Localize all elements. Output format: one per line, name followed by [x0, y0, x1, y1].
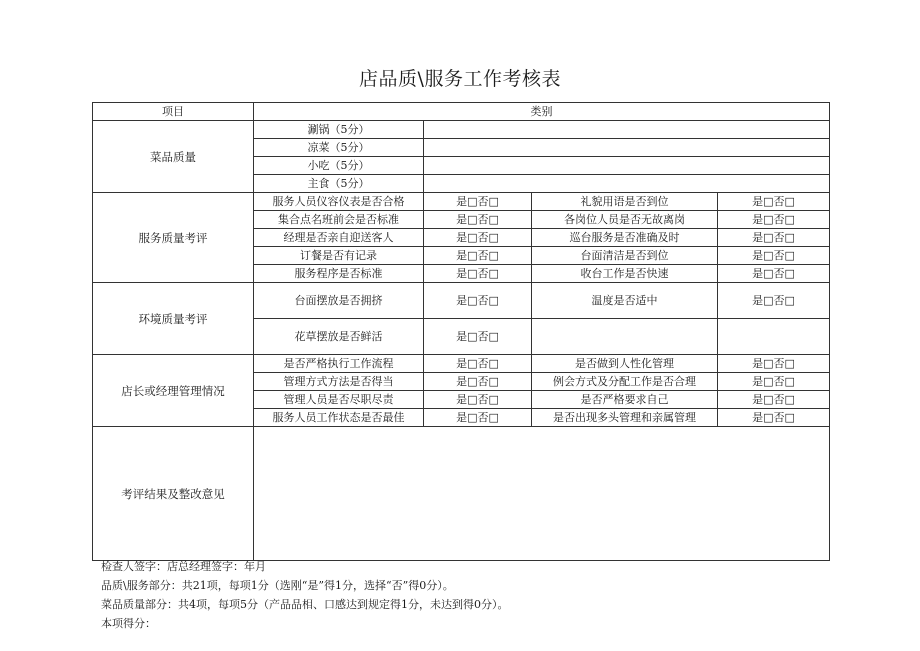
check-left: 是□否□: [424, 355, 532, 373]
check-left: 是□否□: [424, 211, 532, 229]
question-left: 服务人员工作状态是否最佳: [254, 409, 424, 427]
check-right: 是□否□: [718, 391, 830, 409]
check-right: 是□否□: [718, 265, 830, 283]
question-right: 收台工作是否快速: [532, 265, 718, 283]
question-right: 是否出现多头管理和亲属管理: [532, 409, 718, 427]
question-left: 订餐是否有记录: [254, 247, 424, 265]
table-row: [93, 283, 830, 319]
note-signature: 检查人签字：店总经理签字：年月: [101, 560, 266, 573]
note-service-scoring: 品质\服务部分：共21项，每项1分（选刚“是”得1分，选择“否”得0分）。: [101, 579, 454, 592]
check-left: 是□否□: [424, 373, 532, 391]
table-header-row: [93, 103, 830, 121]
question-left: 服务程序是否标准: [254, 265, 424, 283]
table-row: [93, 193, 830, 211]
note-food-scoring: 菜品质量部分：共4项，每项5分（产品品相、口感达到规定得1分，未达到得0分）。: [101, 598, 509, 611]
check-right: 是□否□: [718, 229, 830, 247]
form-title: 店品质\服务工作考核表: [359, 68, 561, 90]
question-right: 是否做到人性化管理: [532, 355, 718, 373]
question-right: 礼貌用语是否到位: [532, 193, 718, 211]
section-label: 店长或经理管理情况: [93, 355, 254, 427]
table-row: [93, 355, 830, 373]
section-label: 环境质量考评: [93, 283, 254, 355]
food-item: 涮锅（5分）: [254, 121, 424, 139]
food-score-cell: [424, 157, 830, 175]
question-right: 温度是否适中: [532, 283, 718, 319]
check-left: 是□否□: [424, 265, 532, 283]
food-score-cell: [424, 121, 830, 139]
check-right: 是□否□: [718, 211, 830, 229]
section-label: 菜品质量: [93, 121, 254, 193]
review-content: [254, 427, 830, 561]
check-left: 是□否□: [424, 229, 532, 247]
table-row: [93, 427, 830, 561]
check-left: 是□否□: [424, 247, 532, 265]
question-right: [532, 319, 718, 355]
check-left: 是□否□: [424, 283, 532, 319]
check-right: 是□否□: [718, 283, 830, 319]
check-right: 是□否□: [718, 355, 830, 373]
question-right: 是否严格要求自己: [532, 391, 718, 409]
check-right: 是□否□: [718, 373, 830, 391]
question-left: 花草摆放是否鲜活: [254, 319, 424, 355]
question-left: 管理人员是否尽职尽责: [254, 391, 424, 409]
question-left: 台面摆放是否拥挤: [254, 283, 424, 319]
food-score-cell: [424, 139, 830, 157]
check-left: 是□否□: [424, 409, 532, 427]
food-item: 凉菜（5分）: [254, 139, 424, 157]
note-score: 本项得分：: [101, 617, 156, 630]
question-right: 台面清洁是否到位: [532, 247, 718, 265]
table-row: [93, 121, 830, 139]
food-score-cell: [424, 175, 830, 193]
question-right: 各岗位人员是否无故离岗: [532, 211, 718, 229]
check-left: 是□否□: [424, 391, 532, 409]
question-left: 服务人员仪容仪表是否合格: [254, 193, 424, 211]
section-label: 考评结果及整改意见: [93, 427, 254, 561]
check-right: 是□否□: [718, 409, 830, 427]
check-right: [718, 319, 830, 355]
food-item: 小吃（5分）: [254, 157, 424, 175]
header-category: 类别: [254, 103, 830, 121]
check-left: 是□否□: [424, 319, 532, 355]
question-right: 例会方式及分配工作是否合理: [532, 373, 718, 391]
question-left: 集合点名班前会是否标准: [254, 211, 424, 229]
evaluation-table: [92, 102, 830, 561]
question-left: 管理方式方法是否得当: [254, 373, 424, 391]
check-right: 是□否□: [718, 247, 830, 265]
section-label: 服务质量考评: [93, 193, 254, 283]
check-right: 是□否□: [718, 193, 830, 211]
header-item: 项目: [93, 103, 254, 121]
question-left: 是否严格执行工作流程: [254, 355, 424, 373]
food-item: 主食（5分）: [254, 175, 424, 193]
question-right: 巡台服务是否准确及时: [532, 229, 718, 247]
question-left: 经理是否亲自迎送客人: [254, 229, 424, 247]
notes: [101, 557, 509, 633]
check-left: 是□否□: [424, 193, 532, 211]
